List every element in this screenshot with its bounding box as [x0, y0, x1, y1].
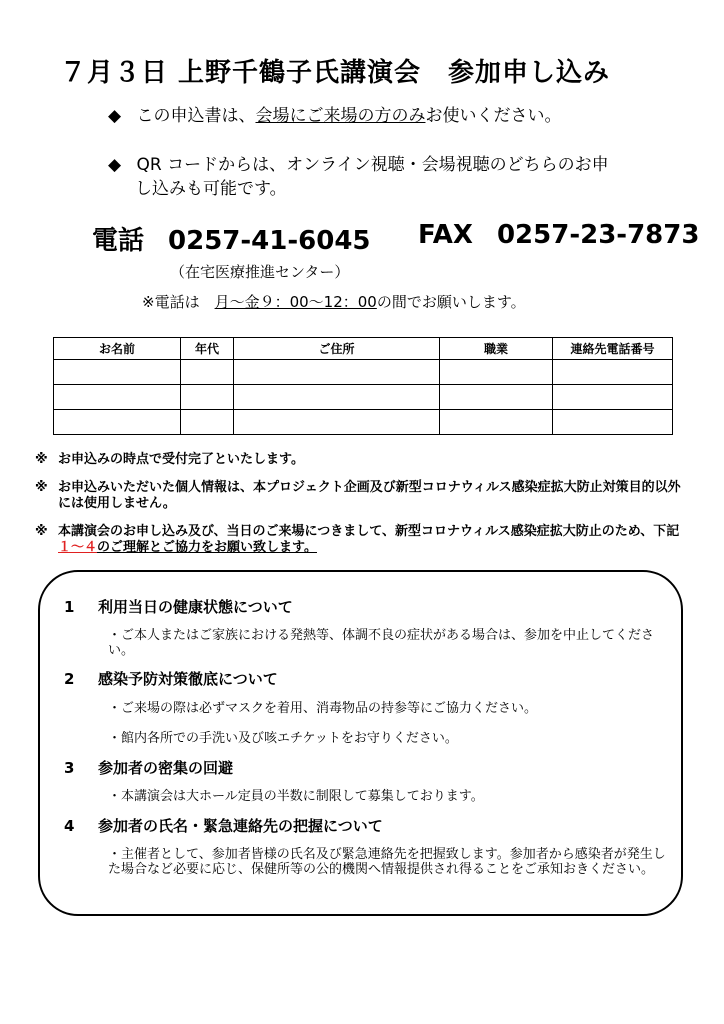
tel-line: 電話 0257-41-6045 [92, 226, 371, 256]
section-2-heading: 2 感染予防対策徹底について [64, 670, 278, 688]
section-2-text-2: ・館内各所での手洗い及び咳エチケットをお守りください。 [108, 731, 458, 746]
diamond-bullet-icon: ◆ [108, 106, 122, 126]
col-occupation: 職業 [440, 338, 553, 360]
section-1-heading: 1 利用当日の健康状態について [64, 598, 293, 616]
bullet-qr-code: ◆ QR コードからは、オンライン視聴・会場視聴のどちらのお申 [108, 155, 609, 175]
col-address: ご住所 [234, 338, 440, 360]
input-cell[interactable] [54, 385, 181, 410]
input-cell[interactable] [440, 385, 553, 410]
input-cell[interactable] [234, 410, 440, 435]
input-cell[interactable] [553, 360, 673, 385]
diamond-bullet-icon: ◆ [108, 155, 122, 175]
section-4-heading: 4 参加者の氏名・緊急連絡先の把握について [64, 817, 383, 835]
items-range: １～４ [58, 540, 98, 555]
fax-number: 0257-23-7873 [496, 220, 700, 250]
registration-table [53, 337, 673, 435]
input-cell[interactable] [54, 410, 181, 435]
page-title: ７月３日 上野千鶴子氏講演会 参加申し込み [60, 58, 611, 88]
section-2-text-1: ・ご来場の際は必ずマスクを着用、消毒物品の持参等にご協力ください。 [108, 701, 538, 716]
center-name: （在宅医療推進センター） [170, 263, 350, 281]
input-cell[interactable] [234, 360, 440, 385]
input-cell[interactable] [181, 360, 234, 385]
phone-hours: ※電話は 月～金９：00～12：00の間でお願いします。 [142, 293, 526, 311]
input-cell[interactable] [553, 410, 673, 435]
section-3-text: ・本講演会は大ホール定員の半数に制限して募集しております。 [108, 789, 484, 804]
note-mark: ※ [35, 480, 48, 495]
input-cell[interactable] [440, 360, 553, 385]
table-header-row [54, 338, 673, 360]
input-cell[interactable] [234, 385, 440, 410]
input-cell[interactable] [553, 385, 673, 410]
section-1-text: ・ご本人またはご家族における発熱等、体調不良の症状がある場合は、参加を中止してください。 [108, 628, 655, 658]
section-3-heading: 3 参加者の密集の回避 [64, 759, 234, 777]
fax-line: FAX 0257-23-7873 [418, 220, 700, 250]
section-4-text: ・主催者として、参加者皆様の氏名及び緊急連絡先を把握致します。参加者から感染者が発生した場合など必要に応じ、保健所等の公的機関へ情報提供され得ることをご承知おきください。 [108, 847, 666, 877]
note-acceptance: ※ お申込みの時点で受付完了といたします。 [35, 452, 304, 467]
input-cell[interactable] [181, 385, 234, 410]
bullet-qr-code-line2: し込みも可能です。 [135, 179, 287, 199]
note-mark: ※ [35, 452, 48, 467]
col-age: 年代 [181, 338, 234, 360]
tel-number: 0257-41-6045 [168, 226, 371, 256]
note-privacy: ※ お申込みいただいた個人情報は、本プロジェクト企画及び新型コロナウィルス感染症拡大防止対策目的以外には使用しません。 [35, 480, 681, 511]
input-cell[interactable] [181, 410, 234, 435]
note-cooperation: ※ 本講演会のお申し込み及び、当日のご来場につきまして、新型コロナウィルス感染症拡大防止のため、下記１～４のご理解とご協力をお願い致します。 [35, 524, 680, 555]
note-mark: ※ [35, 524, 48, 539]
table-row [54, 410, 673, 435]
col-name: お名前 [54, 338, 181, 360]
bullet-venue-only: ◆ この申込書は、会場にご来場の方のみお使いください。 [108, 106, 562, 126]
table-row [54, 360, 673, 385]
input-cell[interactable] [54, 360, 181, 385]
col-phone: 連絡先電話番号 [553, 338, 673, 360]
input-cell[interactable] [440, 410, 553, 435]
table-row [54, 385, 673, 410]
